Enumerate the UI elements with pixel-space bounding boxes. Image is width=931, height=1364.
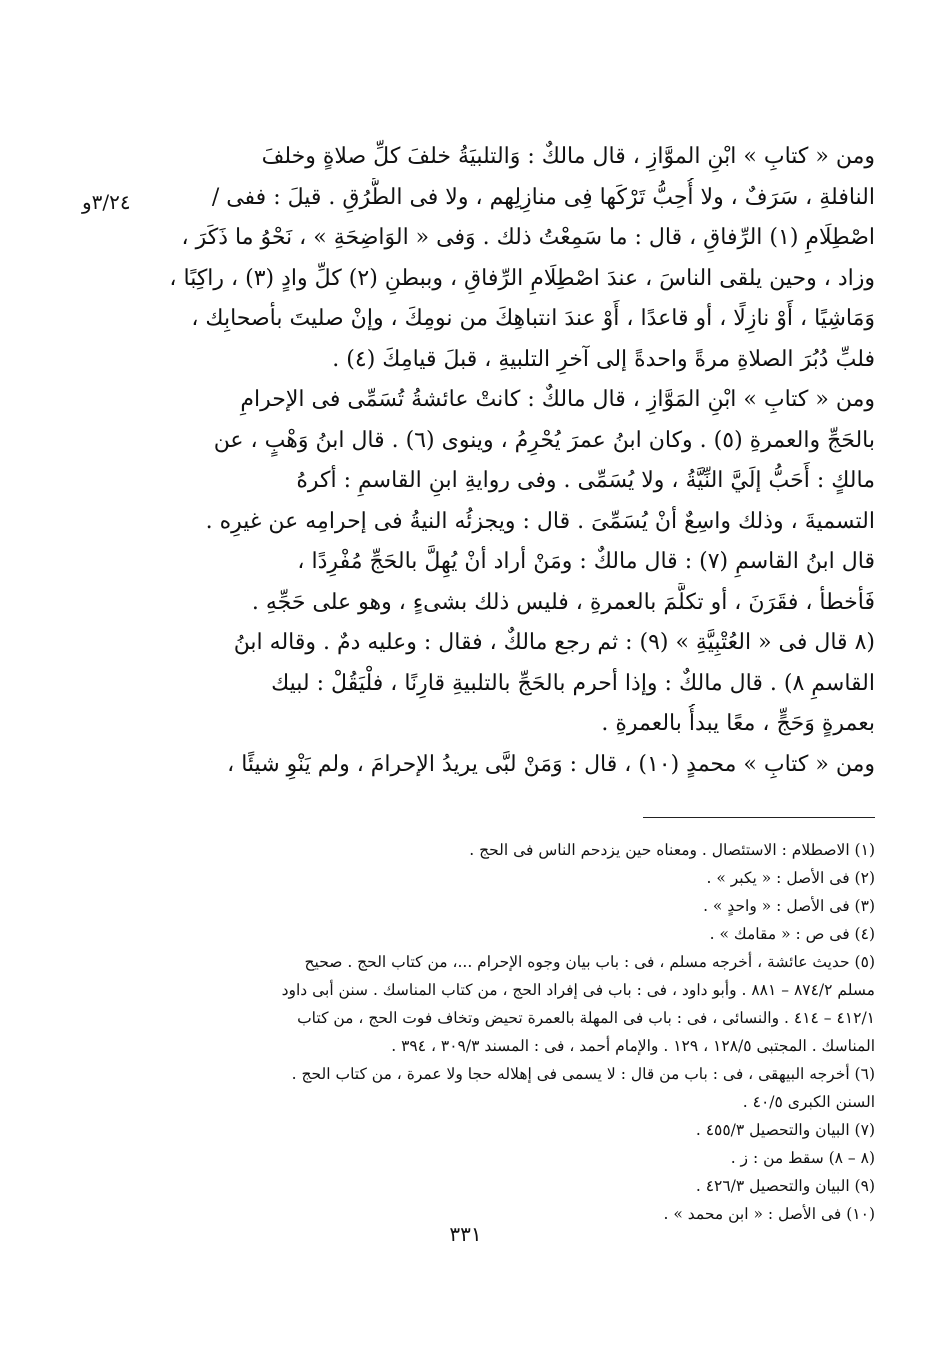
footnote: (٥) حديث عائشة ، أخرجه مسلم ، فى : باب بيان وجوه الإحرام ...، من كتاب الحج . صحيح xyxy=(304,953,875,971)
footnote-divider xyxy=(643,817,875,818)
text-line: التسميةَ ، وذلك واسِعٌ أنْ يُسَمِّىَ . قال : ويجزئُه النيةُ فى إحرامِه عن غيرِه . xyxy=(205,508,875,534)
text-line: ومن « كتابِ » محمدٍ (١٠) ، قال : وَمَنْ لبَّى يريدُ الإحرامَ ، ولم يَنْوِ شيئًا ، xyxy=(227,751,875,777)
footnote: (٢) فى الأصل : « يكبر » . xyxy=(706,869,875,887)
text-line: قال ابنُ القاسمِ (٧) : قال مالكٌ : ومَنْ أراد أنْ يُهِلَّ بالحَجِّ مُفْرِدًا ، xyxy=(297,549,875,574)
text-line: (٨ قال فى « العُتْبِيَّةِ » (٩) : ثم رجع مالكٌ ، فقال : وعليه دمٌ . وقاله ابنُ xyxy=(233,630,875,655)
page-number: ٣٣١ xyxy=(449,1222,482,1246)
text-line: النافلةِ ، سَرَفٌ ، ولا أُحِبُّ تَرْكَها فِى منازِلِهم ، ولا فى الطُّرُقِ . قيلَ : ففى / xyxy=(211,184,875,210)
footnote: المناسك . المجتبى ١٢٨/٥ ، ١٢٩ . والإمام أحمد ، فى : المسند ٣٠٩/٣ ، ٣٩٤ . xyxy=(391,1037,875,1055)
footnote: (١) الاصطلام : الاستئصال . ومعناه حين يزدحم الناس فى الحج . xyxy=(469,841,875,859)
manuscript-folio-marker: ٣/٢٤و xyxy=(82,190,131,214)
footnote: (٣) فى الأصل : « واحدٍ » . xyxy=(703,897,875,915)
footnote: (٦) أخرجه البيهقى ، فى : باب من قال : لا يسمى فى إهلاله حجا ولا عمرة ، من كتاب الحج . xyxy=(291,1065,875,1083)
text-line: ومن « كتابِ » ابْنِ الموَّازِ ، قال مالكٌ : وَالتلبيَةُ خلفَ كلِّ صلاةٍ وخلفَ xyxy=(261,144,875,169)
footnote: ٤١٢/١ – ٤١٤ . والنسائى ، فى : باب فى المهلة بالعمرة تحيض وتخاف فوت الحج ، من كتاب xyxy=(297,1009,875,1027)
footnote: (٧) البيان والتحصيل ٤٥٥/٣ . xyxy=(695,1121,875,1139)
footnote: (١٠) فى الأصل : « ابن محمد » . xyxy=(663,1205,875,1223)
footnote: السنن الكبرى ٤٠/٥ . xyxy=(742,1093,875,1111)
text-line: فلبِّ دُبُرَ الصلاةِ مرةً واحدةً إلى آخرِ التلبيةِ ، قبلَ قيامِكَ (٤) . xyxy=(332,346,875,372)
text-line: القاسمِ ٨) . قال مالكٌ : وإذا أحرم بالحَجِّ بالتلبيةِ قارِنًا ، فلْيَقُلْ : لبيك xyxy=(271,670,875,696)
footnotes xyxy=(150,836,875,1228)
text-line: مالكٍ : أَحَبُّ إلَيَّ النِّيَّةُ ، ولا يُسَمِّى . وفى روايةِ ابنِ القاسمِ : أكرهُ xyxy=(296,468,875,493)
footnote: مسلم ٨٧٤/٢ – ٨٨١ . وأبو داود ، فى : باب فى إفراد الحج ، من كتاب المناسك . سنن أبى داود xyxy=(281,981,875,999)
text-line: وزاد ، وحين يلقى الناسَ ، عندَ اصْطِلَامِ الرِّفاقِ ، وببطنِ (٢) كلِّ وادٍ (٣) ، راكِبًا ، xyxy=(169,265,875,291)
text-line: ومن « كتابِ » ابْنِ المَوَّازِ ، قال مالكٌ : كانتْ عائشةُ تُسَمِّى فى الإحرامِ xyxy=(240,387,875,412)
footnote: (٤) فى ص : « مقامك » . xyxy=(709,925,875,943)
main-text xyxy=(150,137,875,785)
text-line: فَأخطأ ، فقَرَنَ ، أو تكلَّمَ بالعمرةِ ، فليس ذلك بشىءٍ ، وهو على حَجِّهِ . xyxy=(251,589,875,615)
text-line: اصْطِلَامِ (١) الرِّفاقِ ، قال : ما سَمِعْتُ ذلك . وَفى « الوَاضِحَةِ » ، نَحْوُ ما ذَكَرَ ، xyxy=(181,225,875,250)
footnote: (٩) البيان والتحصيل ٤٢٦/٣ . xyxy=(695,1177,875,1195)
footnote: (٨ – ٨) سقط من : ز . xyxy=(730,1149,875,1167)
text-line: بالحَجِّ والعمرةِ (٥) . وكان ابنُ عمرَ يُحْرِمُ ، وينوى (٦) . قال ابنُ وَهْبٍ ، عن xyxy=(213,427,875,453)
text-line: بعمرةٍ وَحَجٍّ ، معًا يبدأُ بالعمرةِ . xyxy=(601,711,875,736)
text-line: وَمَاشِيًا ، أَوْ نازِلًا ، أو قاعدًا ، أَوْ عندَ انتباهِكَ من نومِكَ ، وإنْ صليتَ بأصحابِك ، xyxy=(191,306,875,331)
